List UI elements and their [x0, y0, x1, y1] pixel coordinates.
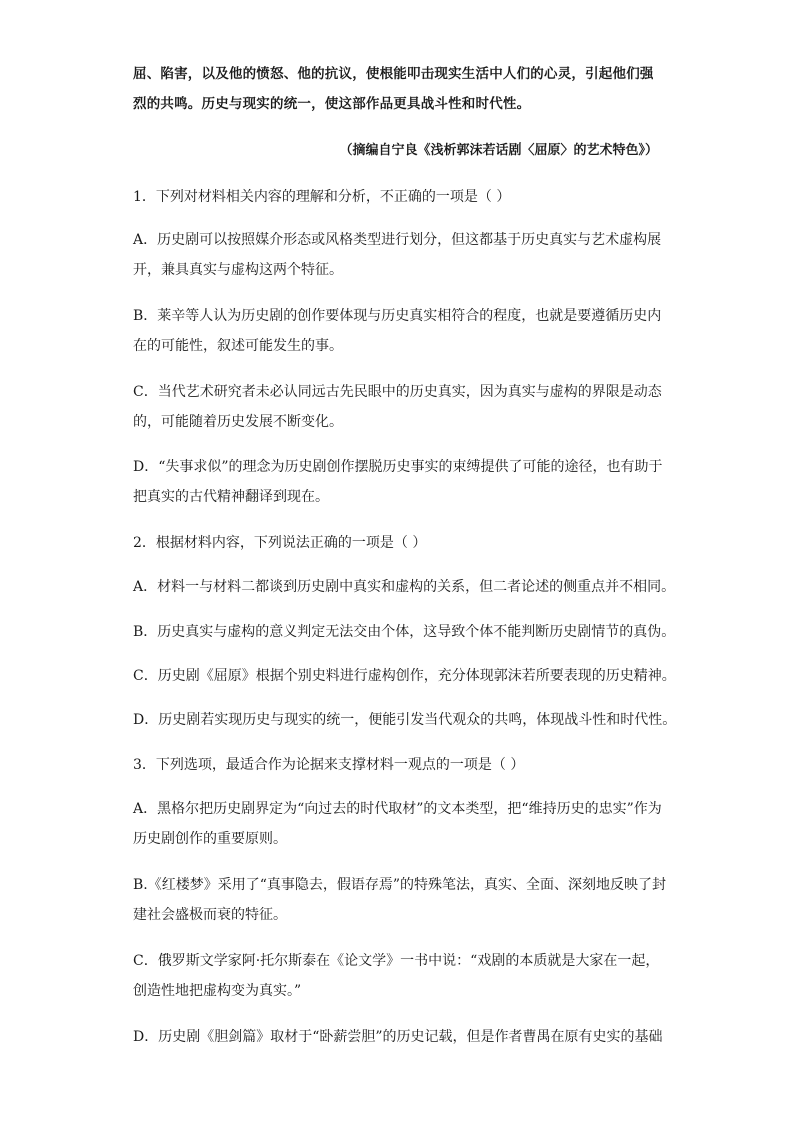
question-1-option-b: B．莱辛等人认为历史剧的创作要体现与历史真实相符合的程度，也就是要遵循历史内 在的可能性，叙述可能发生的事。: [133, 308, 662, 354]
question-3-option-d: D．历史剧《胆剑篇》取材于“卧薪尝胆”的历史记载，但是作者曹禺在原有史实的基础: [133, 1029, 663, 1045]
question-3-option-a: A．黑格尔把历史剧界定为“向过去的时代取材”的文本类型，把“维持历史的忠实”作为 历史剧创作的重要原则。: [133, 801, 662, 847]
question-2-option-d: D．历史剧若实现历史与现实的统一，便能引发当代观众的共鸣，体现战斗性和时代性。: [133, 712, 677, 728]
question-3-option-c: C．俄罗斯文学家阿·托尔斯泰在《论文学》一书中说：“戏剧的本质就是大家在一起， 创造性地把虚构变为真实。”: [133, 953, 660, 999]
question-3-option-b: B.《红楼梦》采用了“真事隐去，假语存焉”的特殊笔法，真实、全面、深刻地反映了封 建社会盛极而衰的特征。: [133, 877, 667, 923]
question-2-option-b: B．历史真实与虚构的意义判定无法交由个体，这导致个体不能判断历史剧情节的真伪。: [133, 624, 676, 640]
citation: （摘编自宁良《浅析郭沫若话剧〈屈原〉的艺术特色》）: [339, 143, 658, 158]
question-1-stem: 1．下列对材料相关内容的理解和分析，不正确的一项是（ ）: [133, 189, 511, 205]
question-2-stem: 2．根据材料内容，下列说法正确的一项是（ ）: [133, 535, 427, 551]
passage-line: 烈的共鸣。历史与现实的统一，使这部作品更具战斗性和时代性。: [133, 96, 531, 112]
passage-tail: [133, 59, 663, 119]
question-1-option-d: D．“失事求似”的理念为历史剧创作摆脱历史事实的束缚提供了可能的途径，也有助于 把真实的古代精神翻译到现在。: [133, 459, 663, 505]
question-2-option-c: C．历史剧《屈原》根据个别史料进行虚构创作，充分体现郭沫若所要表现的历史精神。: [133, 668, 676, 684]
question-1-option-c: C．当代艺术研究者未必认同远古先民眼中的历史真实，因为真实与虚构的界限是动态 的，可能随着历史发展不断变化。: [133, 384, 662, 430]
question-2-option-a: A．材料一与材料二都谈到历史剧中真实和虚构的关系，但二者论述的侧重点并不相同。: [133, 579, 676, 595]
passage-line: 屈、陷害，以及他的愤怒、他的抗议，使根能叩击现实生活中人们的心灵，引起他们强: [133, 66, 654, 82]
question-3-stem: 3．下列选项，最适合作为论据来支撑材料一观点的一项是（ ）: [133, 757, 525, 773]
question-1-option-a: A．历史剧可以按照媒介形态或风格类型进行划分，但这都基于历史真实与艺术虚构展 开，兼具真实与虚构这两个特征。: [133, 232, 662, 278]
